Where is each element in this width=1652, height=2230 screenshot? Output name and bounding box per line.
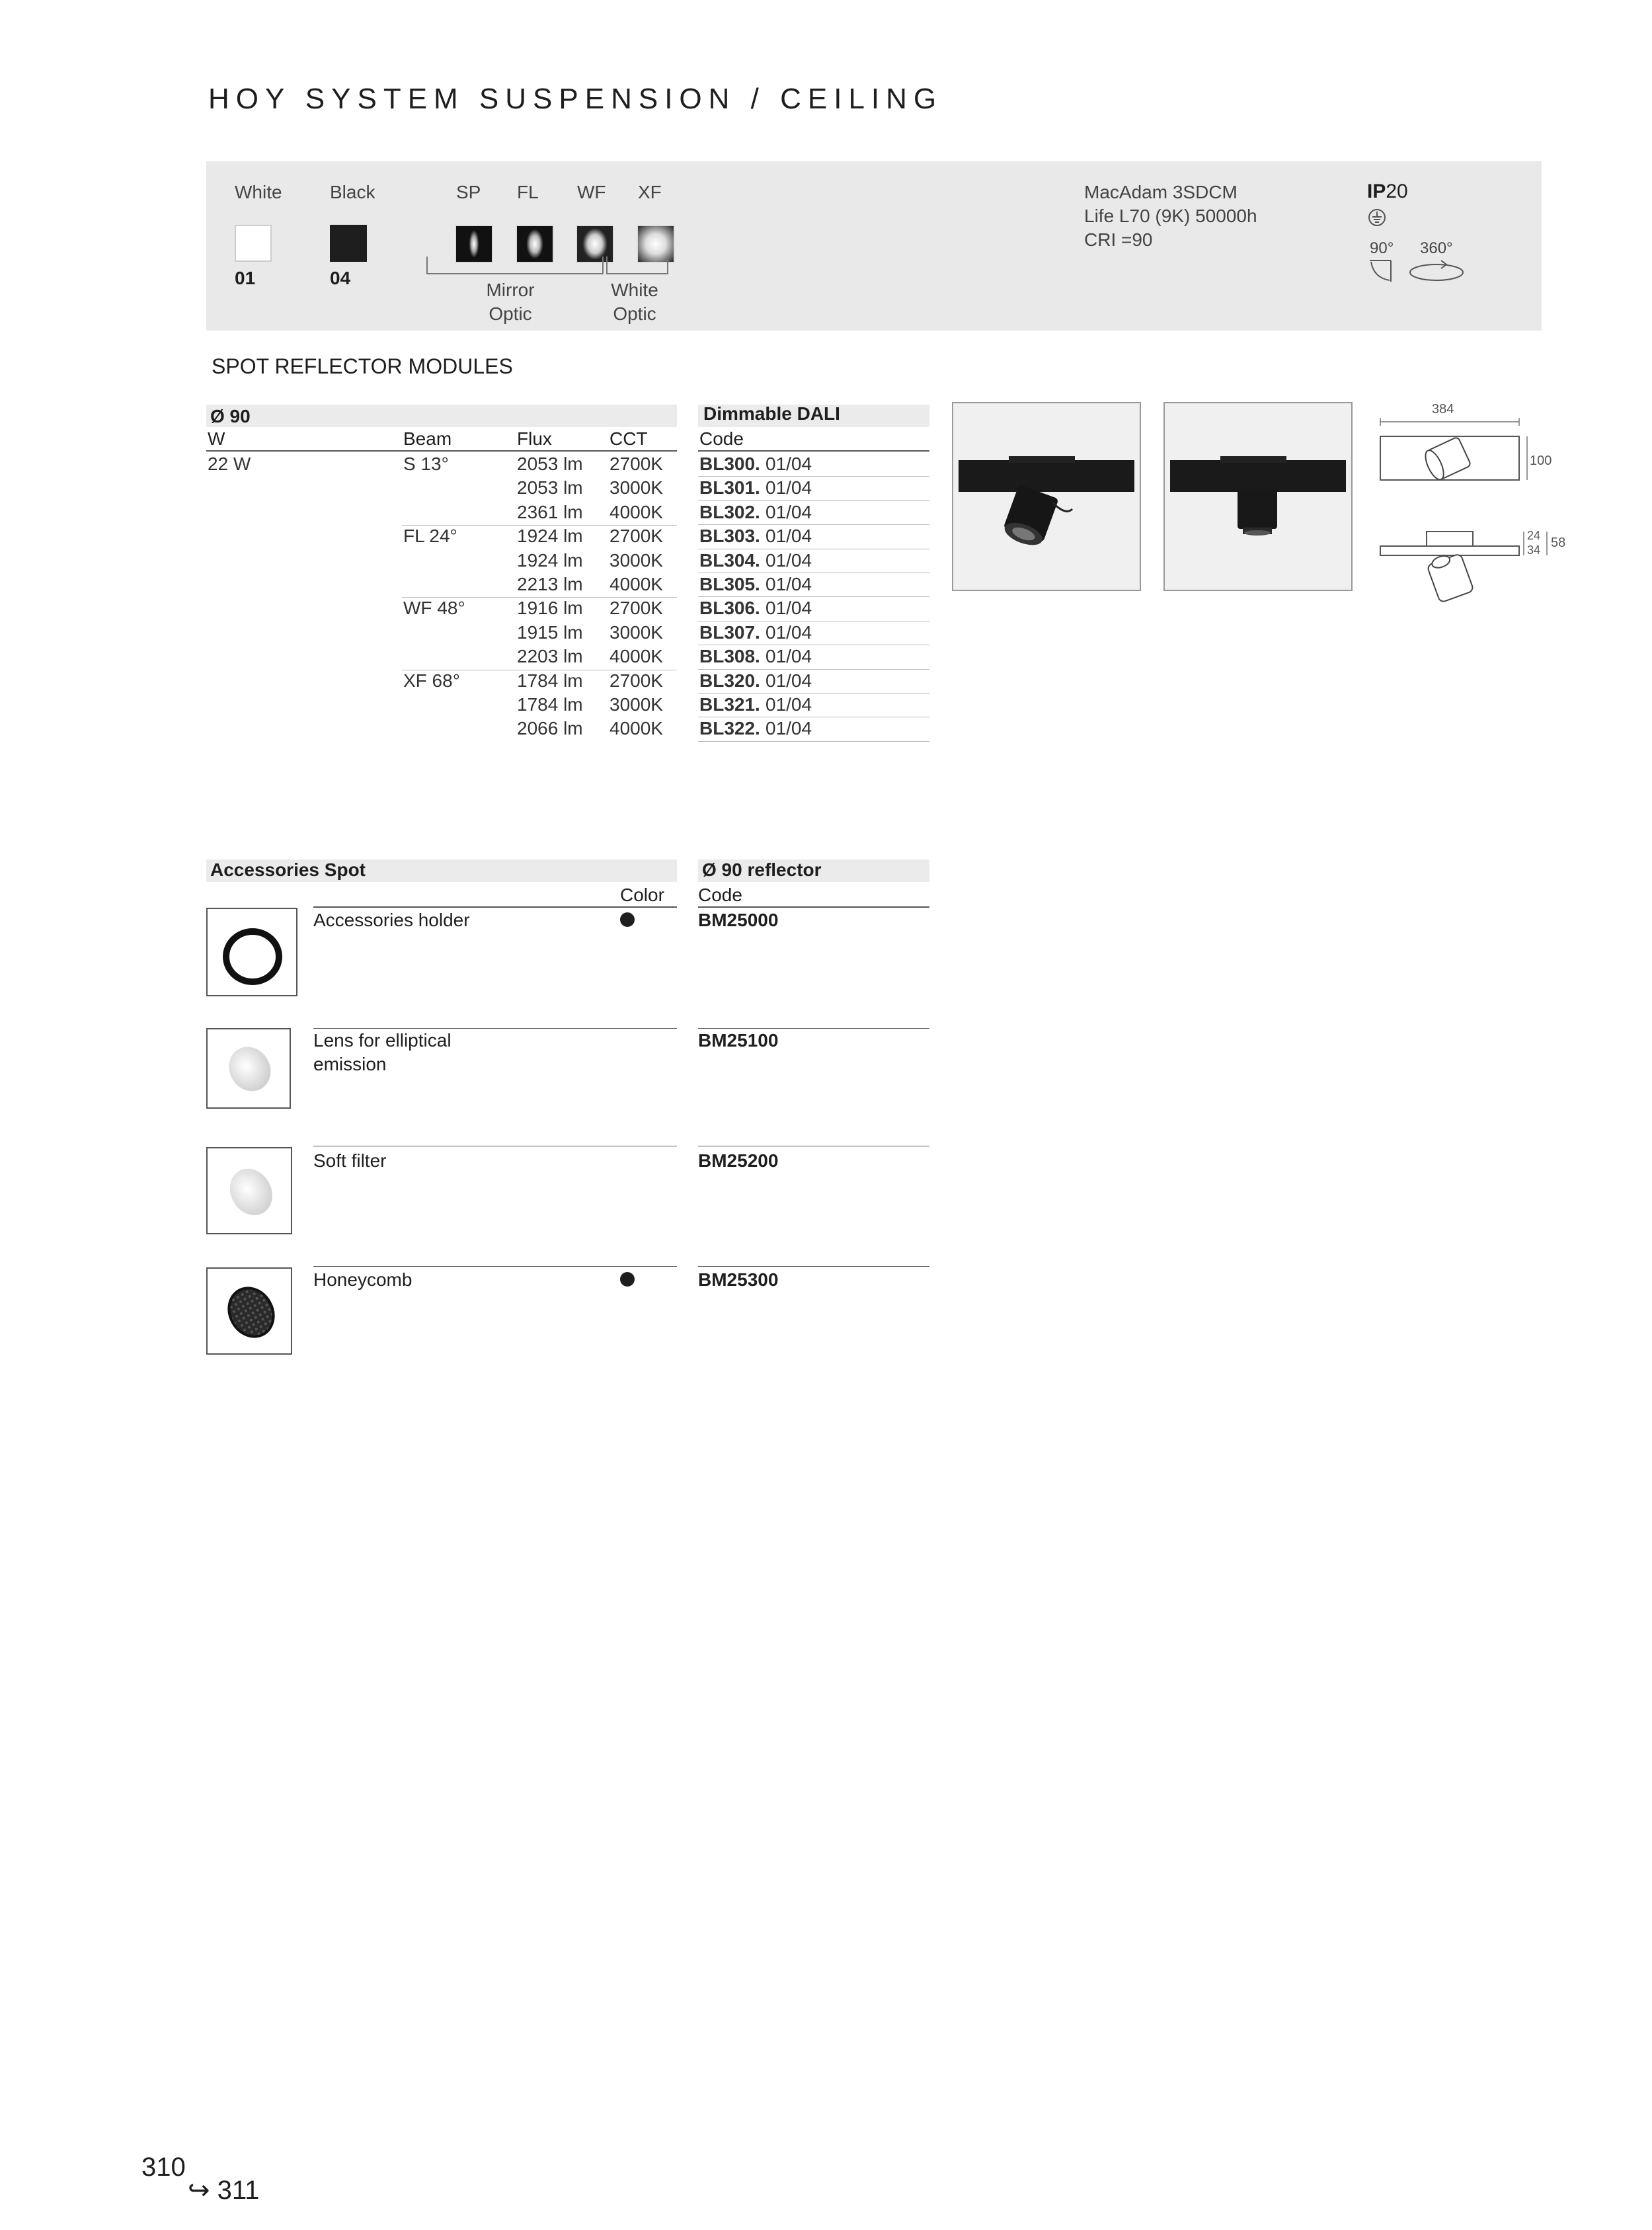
module-finish: 01/04	[766, 526, 812, 547]
module-code: BL307.	[699, 621, 760, 643]
accessory-honeycomb-color-dot	[620, 1272, 635, 1287]
rotation-angle: 360°	[1420, 239, 1453, 257]
module-finish: 01/04	[766, 477, 812, 498]
elliptical-lens-icon	[208, 1029, 290, 1107]
accessory-lens-code-rule	[698, 1028, 929, 1029]
optic-xf-label: XF	[638, 182, 662, 202]
optic-fl-label: FL	[517, 182, 539, 202]
accessory-holder-code: BM25000	[698, 910, 779, 930]
spec-cri: CRI =90	[1084, 229, 1153, 250]
module-beam: WF 48°	[403, 598, 465, 619]
next-page-link[interactable]	[188, 2175, 259, 2206]
mirror-optic-line2: Optic	[489, 303, 532, 324]
module-flux: 2053 lm	[517, 454, 583, 474]
accessory-honeycomb-code-rule	[698, 1266, 929, 1267]
product-photo-tilted	[952, 402, 1141, 591]
ring-icon	[208, 909, 296, 995]
accessory-lens-name-line2: emission	[313, 1054, 387, 1074]
accessory-soft-name: Soft filter	[313, 1150, 387, 1171]
dim-total: 58	[1551, 536, 1566, 550]
module-finish: 01/04	[766, 646, 812, 667]
modules-header-rule	[206, 450, 677, 452]
module-code: BL300.	[699, 454, 760, 474]
spot-tilted-illustration	[953, 403, 1140, 590]
accessories-header-rule	[313, 906, 677, 908]
module-code: BL321.	[699, 694, 760, 715]
soft-filter-icon	[208, 1148, 291, 1233]
accessory-lens-name-line1: Lens for elliptical	[313, 1030, 452, 1051]
module-finish: 01/04	[766, 694, 812, 715]
white-optic-line2: Optic	[613, 303, 656, 324]
earth-ground-icon	[1367, 208, 1387, 227]
module-code: BL322.	[699, 718, 760, 739]
col-header-cct: CCT	[610, 428, 648, 449]
module-finish: 01/04	[766, 621, 812, 643]
section-title: SPOT REFLECTOR MODULES	[212, 354, 513, 378]
module-flux: 1924 lm	[517, 549, 583, 571]
module-flux: 2066 lm	[517, 718, 583, 739]
module-code-row-rule	[698, 693, 929, 694]
col-header-beam: Beam	[403, 428, 452, 449]
finish-white-code: 01	[235, 268, 256, 288]
module-cct: 4000K	[610, 574, 663, 594]
module-cct: 2700K	[610, 454, 663, 474]
module-flux: 1915 lm	[517, 621, 583, 643]
module-flux: 2203 lm	[517, 646, 583, 667]
module-cct: 3000K	[610, 549, 663, 571]
accessory-soft-thumb	[206, 1147, 292, 1234]
dali-header-rule	[698, 450, 929, 452]
spot-straight-illustration	[1165, 403, 1351, 590]
module-code-row-rule	[698, 596, 929, 597]
optic-group-brackets	[423, 251, 674, 278]
accessory-holder-color-dot	[620, 912, 635, 927]
module-code: BL304.	[699, 549, 760, 571]
module-cct: 4000K	[610, 718, 663, 739]
accessory-holder-name: Accessories holder	[313, 910, 470, 930]
beam-group-rule	[402, 597, 677, 598]
module-flux: 1784 lm	[517, 670, 583, 691]
module-flux: 2213 lm	[517, 574, 583, 594]
page-number: 310	[141, 2153, 186, 2182]
spec-life: Life L70 (9K) 50000h	[1084, 206, 1257, 226]
dali-code-header: Code	[699, 428, 744, 449]
module-finish: 01/04	[766, 454, 812, 474]
optic-wf-label: WF	[577, 182, 606, 202]
mirror-optic-line1: Mirror	[486, 280, 535, 300]
modules-group-title: Ø 90	[210, 406, 251, 426]
next-page-number: 311	[217, 2176, 260, 2205]
accessory-honeycomb-name: Honeycomb	[313, 1269, 413, 1290]
module-cct: 2700K	[610, 598, 663, 619]
module-flux: 1916 lm	[517, 598, 583, 619]
module-flux: 1924 lm	[517, 526, 583, 547]
module-finish: 01/04	[766, 501, 812, 522]
reflector-header-rule	[698, 906, 929, 908]
finish-black-label: Black	[330, 182, 375, 202]
module-code-row-rule	[698, 500, 929, 501]
tilt-icon	[1367, 258, 1394, 284]
page-title: HOY SYSTEM SUSPENSION / CEILING	[208, 83, 943, 115]
module-code: BL302.	[699, 501, 760, 522]
module-flux: 2361 lm	[517, 501, 583, 522]
dim-b: 34	[1527, 543, 1541, 557]
module-flux: 1784 lm	[517, 694, 583, 715]
accessories-title: Accessories Spot	[210, 859, 366, 880]
module-code-row-rule	[698, 524, 929, 525]
module-cct: 3000K	[610, 694, 663, 715]
wattage-cell: 22 W	[208, 454, 251, 474]
beam-group-rule	[402, 525, 677, 526]
module-beam: FL 24°	[403, 526, 457, 547]
module-cct: 3000K	[610, 621, 663, 643]
accessory-lens-rule	[313, 1028, 677, 1029]
accessory-holder-thumb	[206, 908, 297, 996]
dali-title: Dimmable DALI	[703, 403, 840, 424]
finish-white-swatch	[235, 225, 272, 262]
module-code: BL305.	[699, 574, 760, 594]
reflector-title: Ø 90 reflector	[702, 859, 822, 880]
white-optic-line1: White	[611, 280, 658, 300]
ip-prefix: IP	[1367, 180, 1386, 202]
accessory-honeycomb-thumb	[206, 1267, 292, 1355]
finish-white-label: White	[235, 182, 282, 202]
module-code: BL308.	[699, 646, 760, 667]
module-cct: 4000K	[610, 501, 663, 522]
module-cct: 4000K	[610, 646, 663, 667]
spec-macadam: MacAdam 3SDCM	[1084, 182, 1238, 202]
module-finish: 01/04	[766, 549, 812, 571]
ip-value: 20	[1386, 180, 1408, 202]
module-cct: 2700K	[610, 670, 663, 691]
module-cct: 3000K	[610, 477, 663, 498]
module-finish: 01/04	[766, 718, 812, 739]
accessory-soft-code: BM25200	[698, 1150, 779, 1171]
reflector-code-header: Code	[698, 885, 742, 905]
module-code-row-rule	[698, 669, 929, 670]
accessories-color-header: Color	[620, 885, 664, 905]
module-code: BL320.	[699, 670, 760, 691]
tilt-angle: 90°	[1370, 239, 1394, 257]
module-finish: 01/04	[766, 598, 812, 619]
dim-height: 100	[1530, 454, 1552, 468]
module-code-row-rule	[698, 741, 929, 742]
finish-info-band	[206, 161, 1542, 331]
honeycomb-icon	[208, 1269, 291, 1353]
module-cct: 2700K	[610, 526, 663, 547]
module-finish: 01/04	[766, 574, 812, 594]
technical-drawing	[1375, 402, 1573, 620]
finish-black-swatch	[330, 225, 367, 262]
accessory-honeycomb-code: BM25300	[698, 1269, 779, 1290]
module-finish: 01/04	[766, 670, 812, 691]
accessory-lens-code: BM25100	[698, 1030, 779, 1051]
module-code: BL301.	[699, 477, 760, 498]
module-flux: 2053 lm	[517, 477, 583, 498]
module-code: BL303.	[699, 526, 760, 547]
module-code-row-rule	[698, 476, 929, 477]
module-beam: S 13°	[403, 454, 449, 474]
rotation-icon	[1407, 258, 1466, 284]
modules-group-header-bar	[206, 405, 677, 427]
module-beam: XF 68°	[403, 670, 460, 691]
product-photo-straight	[1163, 402, 1353, 591]
accessory-lens-thumb	[206, 1028, 291, 1109]
finish-black-code: 04	[330, 268, 351, 288]
optic-sp-label: SP	[456, 182, 481, 202]
ip-rating	[1367, 180, 1408, 203]
module-code: BL306.	[699, 598, 760, 619]
col-header-flux: Flux	[517, 428, 552, 449]
dim-width: 384	[1432, 402, 1454, 417]
accessory-honeycomb-rule	[313, 1266, 677, 1267]
dim-a: 24	[1527, 529, 1541, 542]
col-header-w: W	[208, 428, 225, 449]
arrow-icon: ↪	[188, 2176, 210, 2205]
